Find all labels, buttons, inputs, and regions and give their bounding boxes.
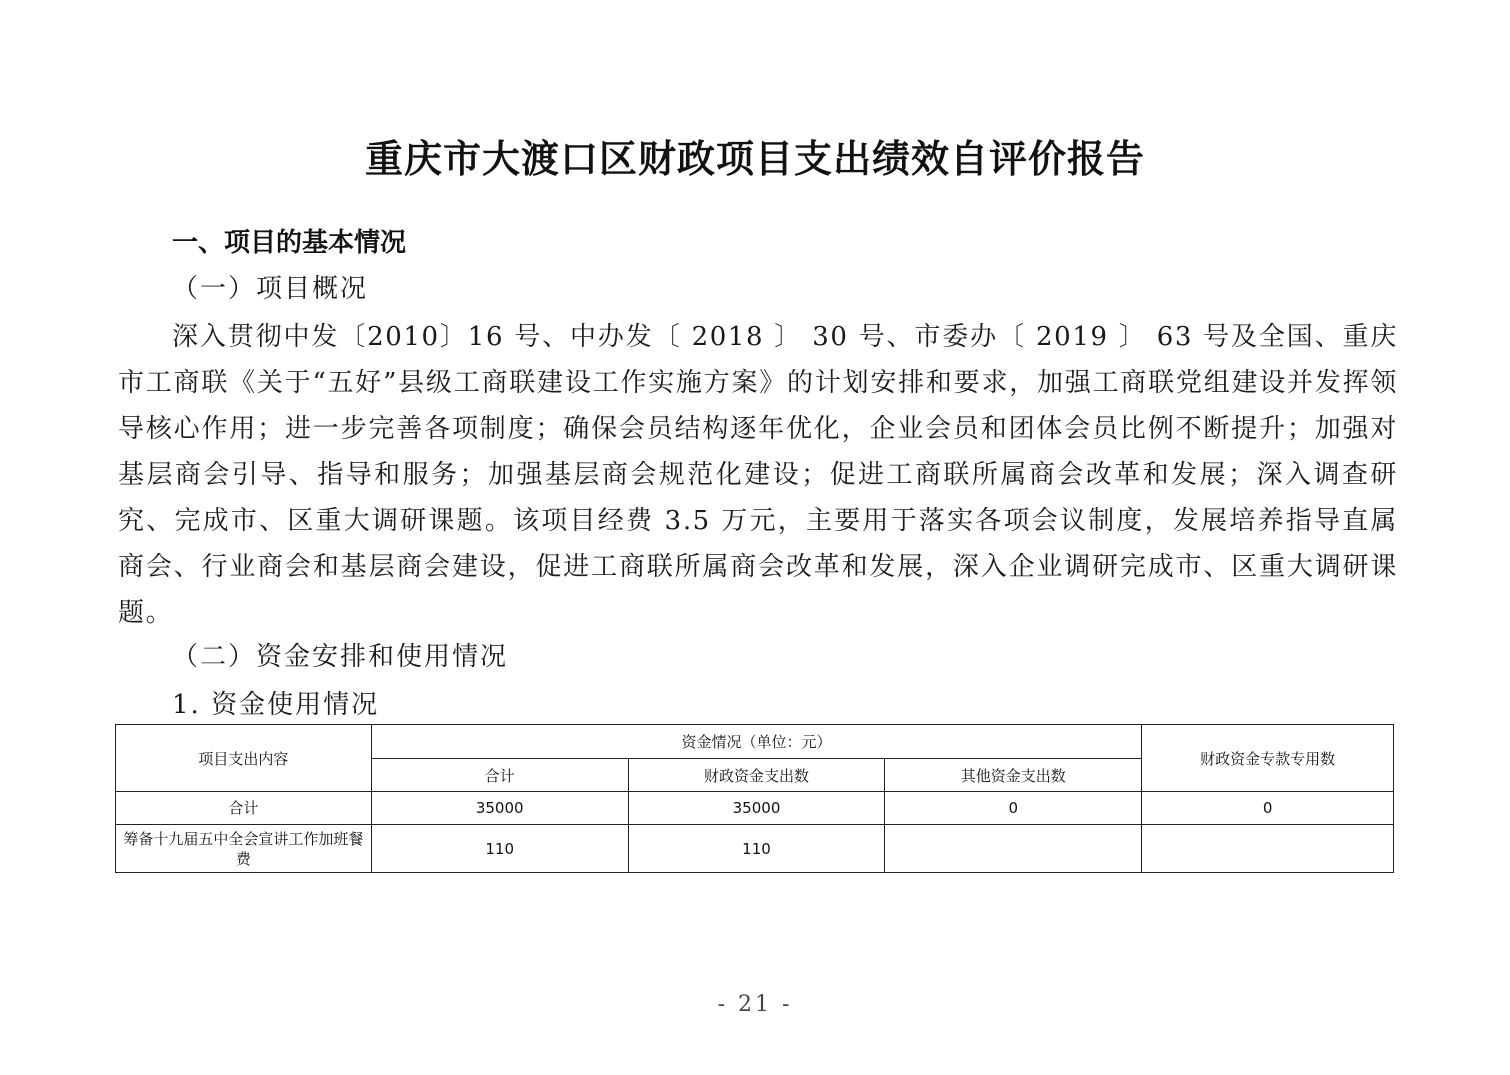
header-funds-group: 资金情况（单位：元） (371, 725, 1141, 759)
table-row (116, 825, 1394, 873)
subsection-heading-funds: （二）资金安排和使用情况 (172, 642, 509, 672)
row-total: 110 (371, 825, 628, 873)
header-total: 合计 (371, 759, 628, 792)
row-other: 0 (885, 792, 1142, 825)
row-item: 筹备十九届五中全会宣讲工作加班餐费 (116, 825, 372, 873)
header-other: 其他资金支出数 (885, 759, 1142, 792)
section-heading-basic-info: 一、项目的基本情况 (172, 228, 407, 258)
row-other (885, 825, 1142, 873)
header-item: 项目支出内容 (116, 725, 372, 792)
row-special (1142, 825, 1394, 873)
header-special: 财政资金专款专用数 (1142, 725, 1394, 792)
report-title: 重庆市大渡口区财政项目支出绩效自评价报告 (364, 136, 1145, 181)
header-fiscal: 财政资金支出数 (628, 759, 885, 792)
funds-table (115, 724, 1394, 873)
row-fiscal: 110 (628, 825, 885, 873)
table-header-row (116, 725, 1394, 759)
row-total: 35000 (371, 792, 628, 825)
overview-paragraph: 深入贯彻中发〔2010〕16 号、中办发〔 2018 〕 30 号、市委办〔 2019 〕 63 号及全国、重庆市工商联《关于“五好”县级工商联建设工作实施方案》的计划安排和要求，加强工商联党组建设并发挥领导核心作用；进一步完善各项制度；确保会员结构逐年优化，企业会员和团体会员比例不断提升；加强对基层商会引导、指导和服务；加强基层商会规范化建设；促进工商联所属商会改革和发展；深入调查研究、完成市、区重大调研课题。该项目经费 3.5 万元，主要用于落实各项会议制度，发展培养指导直属商会、行业商会和基层商会建设，促进工商联所属商会改革和发展，深入企业调研完成市、区重大调研课题。 (118, 322, 1398, 628)
funds-usage-heading: 1. 资金使用情况 (172, 690, 380, 720)
page-number: - 21 - (717, 992, 793, 1017)
table-row (116, 792, 1394, 825)
row-item: 合计 (116, 792, 372, 825)
row-fiscal: 35000 (628, 792, 885, 825)
row-special: 0 (1142, 792, 1394, 825)
subsection-heading-overview: （一）项目概况 (172, 274, 369, 304)
